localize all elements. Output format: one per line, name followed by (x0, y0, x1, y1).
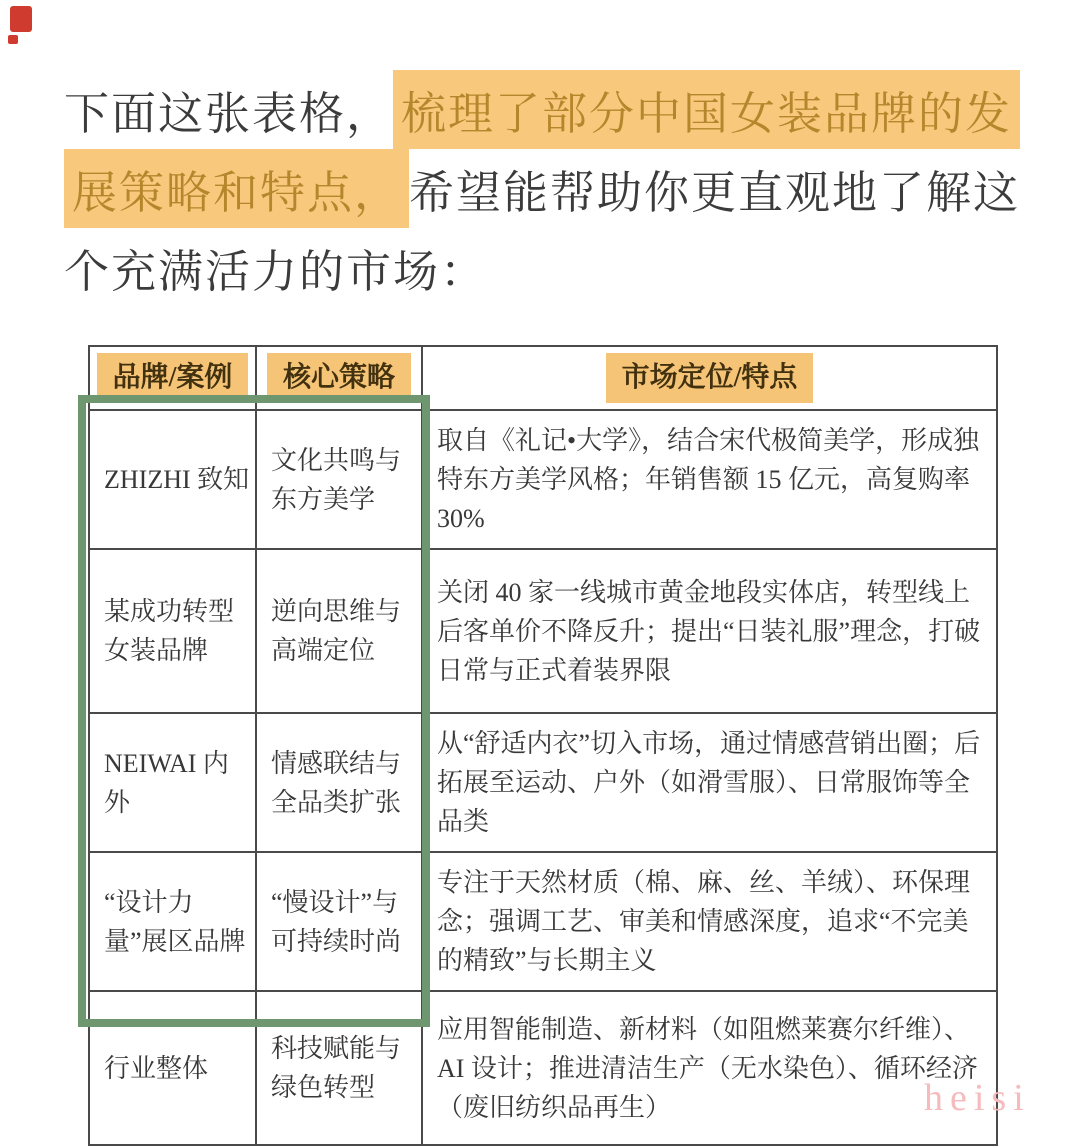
brand-table-container (88, 345, 996, 1146)
intro-paragraph (64, 70, 1029, 307)
intro-line (64, 149, 1029, 228)
cell-strategy: 逆向思维与高端定位 (256, 549, 422, 713)
header-strategy-label: 核心策略 (267, 353, 411, 403)
header-cell-features (422, 346, 997, 410)
red-seal-icon (8, 6, 34, 44)
table-header-row (89, 346, 997, 410)
header-cell-brand (89, 346, 256, 410)
cell-brand: 行业整体 (89, 991, 256, 1145)
highlighted-text: 展策略和特点， (64, 149, 409, 228)
cell-strategy: 科技赋能与绿色转型 (256, 991, 422, 1145)
header-cell-strategy (256, 346, 422, 410)
table-row (89, 852, 997, 991)
plain-text: 下面这张表格， (64, 88, 394, 139)
table-row (89, 713, 997, 852)
table-row (89, 549, 997, 713)
cell-brand: “设计力量”展区品牌 (89, 852, 256, 991)
cell-brand: NEIWAI 内外 (89, 713, 256, 852)
header-features-label: 市场定位/特点 (606, 353, 814, 403)
header-brand-label: 品牌/案例 (97, 353, 249, 403)
cell-brand: ZHIZHI 致知 (89, 410, 256, 549)
intro-line (64, 70, 1029, 149)
cell-strategy: “慢设计”与可持续时尚 (256, 852, 422, 991)
table-row (89, 410, 997, 549)
cell-strategy: 情感联结与全品类扩张 (256, 713, 422, 852)
intro-line (64, 228, 1029, 307)
plain-text: 个充满活力的市场： (64, 246, 488, 297)
cell-features: 从“舒适内衣”切入市场，通过情感营销出圈；后拓展至运动、户外（如滑雪服）、日常服饰等全品类 (422, 713, 997, 852)
cell-brand: 某成功转型女装品牌 (89, 549, 256, 713)
cell-features: 取自《礼记•大学》，结合宋代极简美学，形成独特东方美学风格；年销售额 15 亿元，高复购率 30% (422, 410, 997, 549)
watermark: heisi (924, 1077, 1031, 1119)
cell-features: 专注于天然材质（棉、麻、丝、羊绒）、环保理念；强调工艺、审美和情感深度，追求“不完美的精致”与长期主义 (422, 852, 997, 991)
cell-strategy: 文化共鸣与东方美学 (256, 410, 422, 549)
cell-features: 应用智能制造、新材料（如阻燃莱赛尔纤维）、AI 设计；推进清洁生产（无水染色）、循环经济（废旧纺织品再生） (422, 991, 997, 1145)
table-row (89, 991, 997, 1145)
cell-features: 关闭 40 家一线城市黄金地段实体店，转型线上后客单价不降反升；提出“日装礼服”理念，打破日常与正式着装界限 (422, 549, 997, 713)
highlighted-text: 梳理了部分中国女装品牌的发 (393, 70, 1020, 149)
brand-table (88, 345, 998, 1146)
table-body (89, 410, 997, 1145)
plain-text: 希望能帮助你更直观地了解这 (409, 167, 1021, 218)
